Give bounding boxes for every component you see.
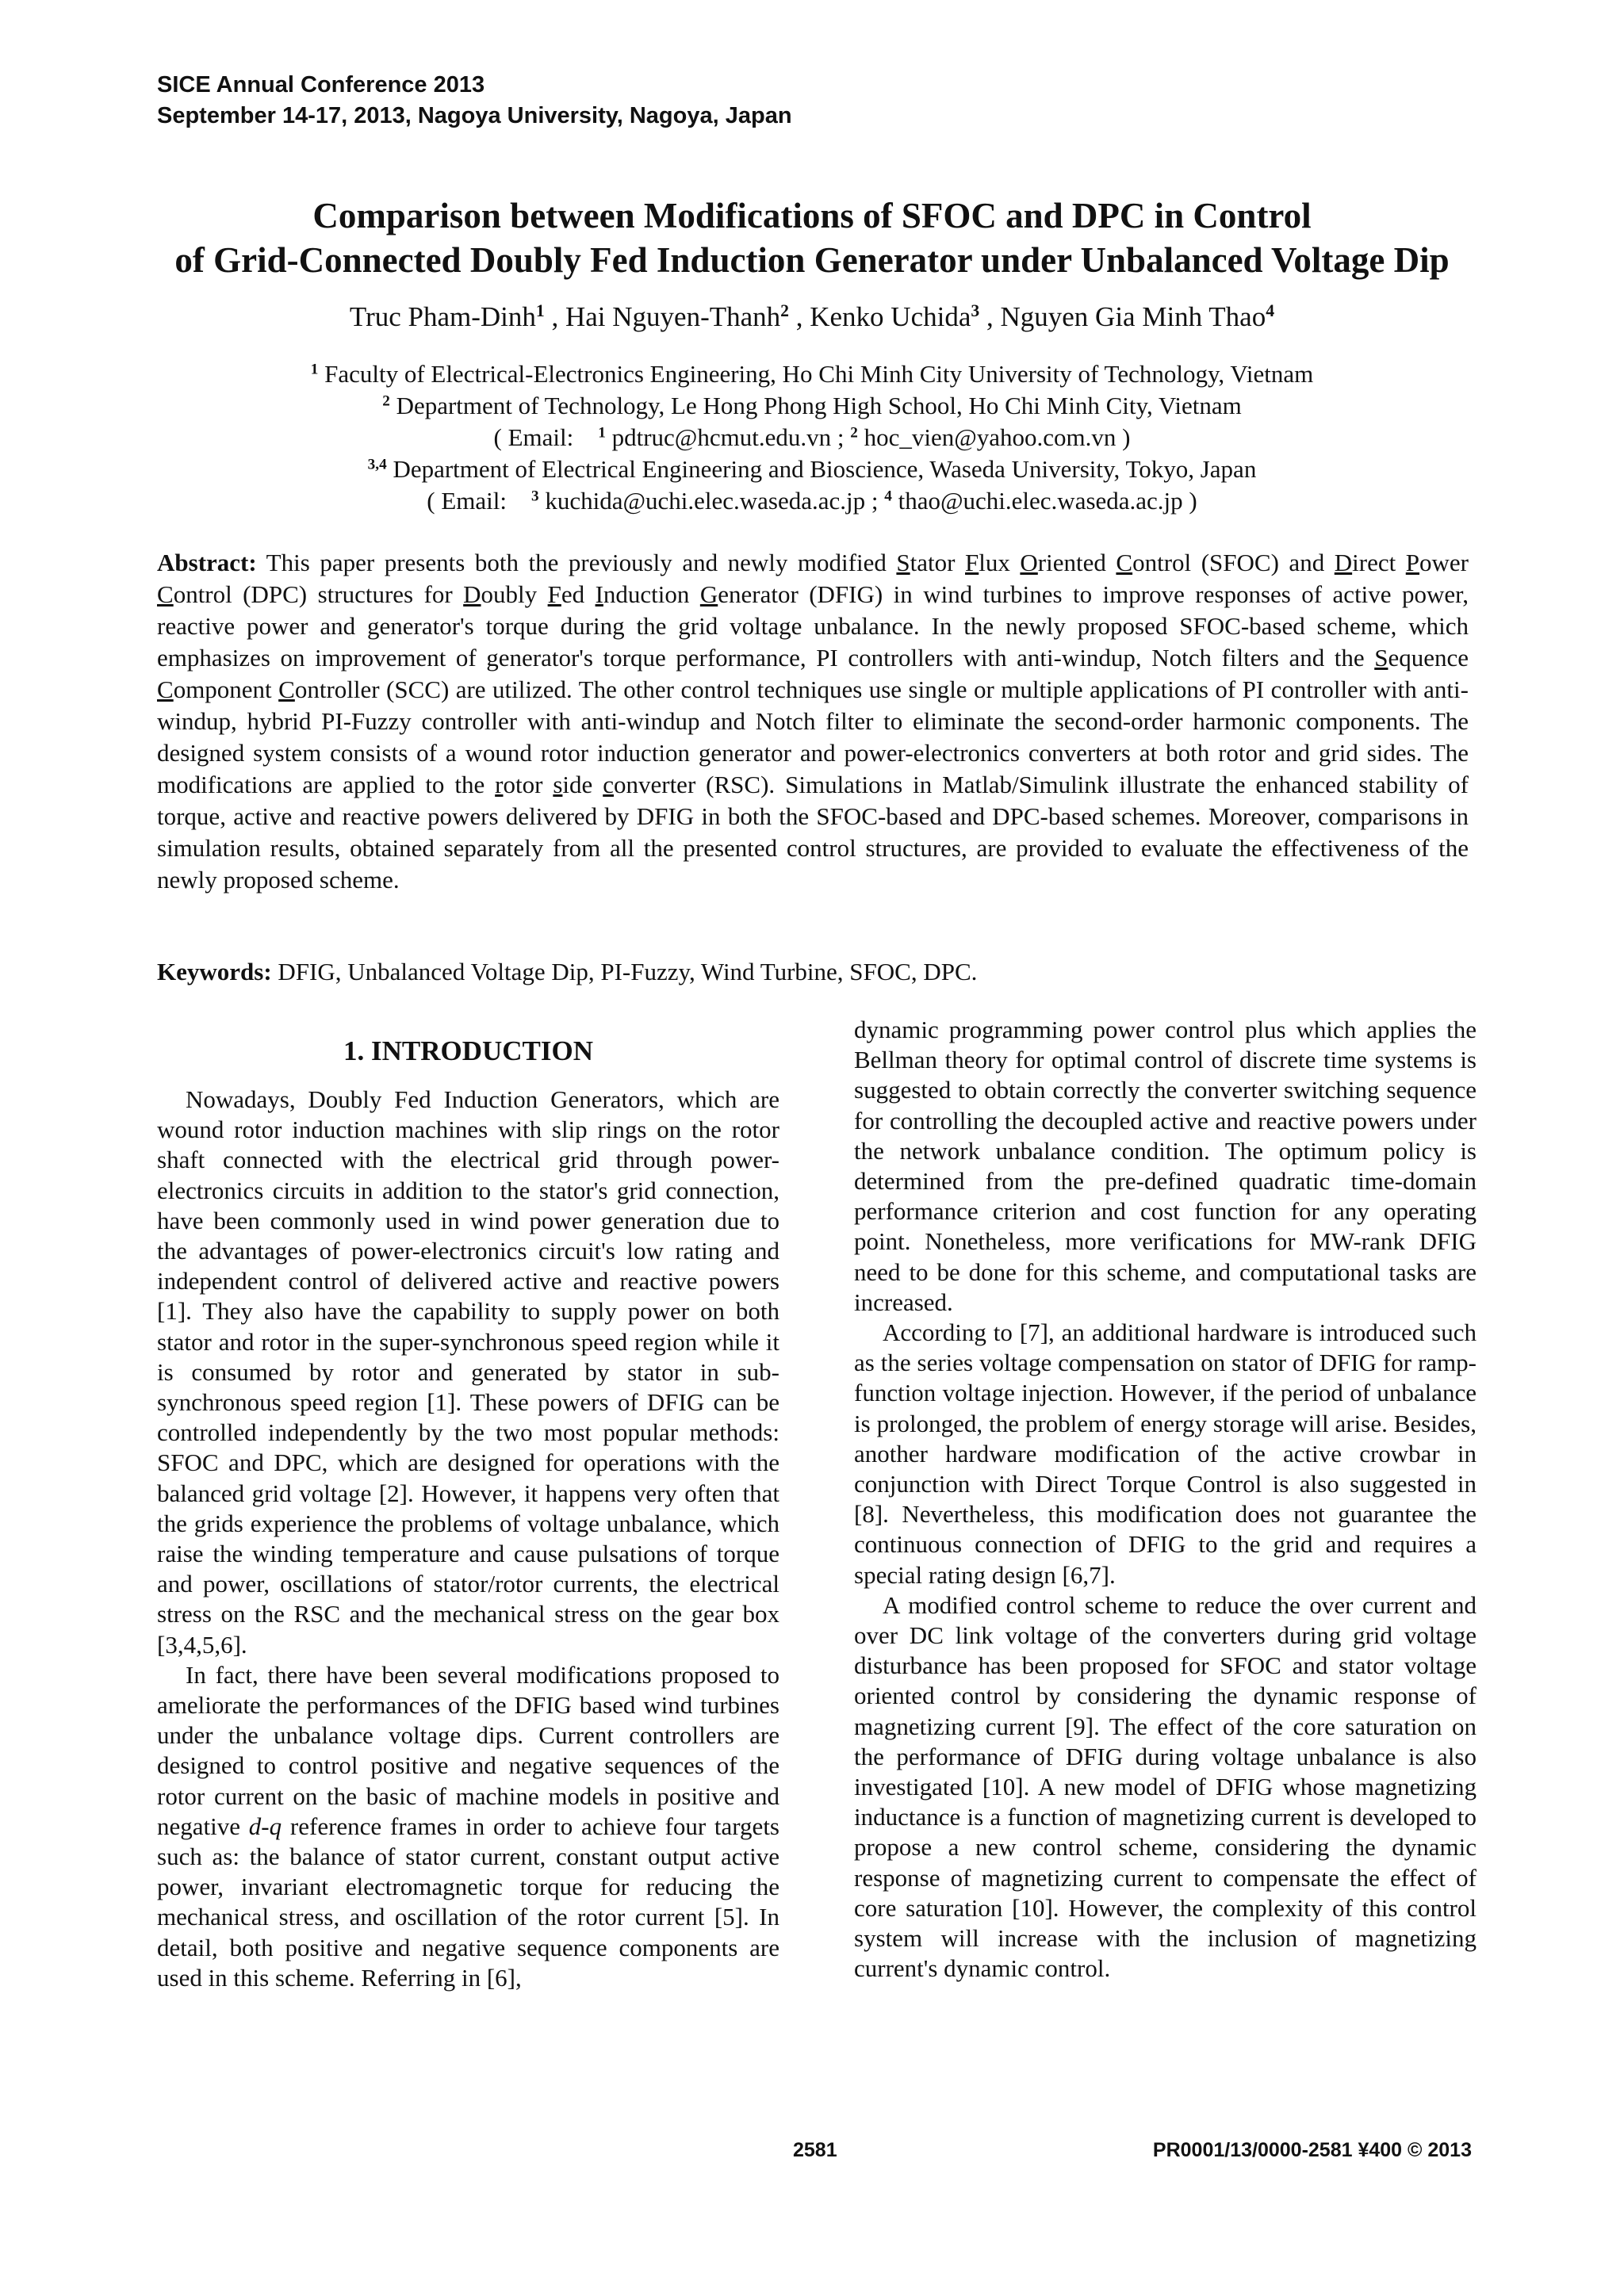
author-sup: 3	[971, 301, 980, 321]
title-line-2: of Grid-Connected Doubly Fed Induction Generator under Unbalanced Voltage Dip	[174, 240, 1450, 280]
author-name: Kenko Uchida	[810, 301, 971, 332]
author-name: Hai Nguyen-Thanh	[565, 301, 781, 332]
affiliation-text: Department of Electrical Engineering and Bioscience, Waseda University, Tokyo, Japan	[393, 455, 1257, 483]
abstract-text: ower	[1419, 549, 1469, 576]
email-address: hoc_vien@yahoo.com.vn )	[864, 423, 1131, 451]
affiliation-3-4	[0, 453, 1624, 485]
author-name: Truc Pham-Dinh	[349, 301, 536, 332]
affiliation-text: Faculty of Electrical-Electronics Engineering, Ho Chi Minh City University of Technology, Vietnam	[324, 360, 1314, 388]
abstract-underlined: C	[157, 580, 174, 608]
abstract-underlined: G	[699, 580, 718, 608]
email-address: pdtruc@hcmut.edu.vn ;	[611, 423, 845, 451]
paragraph-text: In fact, there have been several modifications proposed to ameliorate the performances of the DFIG based wind turbines under the unbalance voltage dips. Current controllers are designed to control positive and negative sequences of the rotor current on the basic of machine models in positive and negative	[157, 1660, 779, 1840]
email-line-1	[0, 422, 1624, 453]
email-prefix: ( Email:	[427, 487, 507, 515]
abstract-text: enerator (DFIG) in wind turbines to improve responses of active power, reactive power and generator's torque during the grid voltage unbalance. In the newly proposed SFOC-based scheme, which emphasizes on improvement of generator's torque performance, PI controllers with anti-windup, Notch filters and the	[157, 580, 1469, 672]
conference-header	[157, 70, 792, 132]
abstract	[157, 547, 1469, 896]
affiliation-text: Department of Technology, Le Hong Phong High School, Ho Chi Minh City, Vietnam	[396, 392, 1242, 419]
abstract-text: otor	[503, 771, 553, 798]
abstract-text: This paper presents both the previously and newly modified	[266, 549, 897, 576]
email-sup: 2	[850, 424, 858, 442]
abstract-underlined: c	[603, 771, 614, 798]
abstract-underlined: r	[495, 771, 504, 798]
abstract-text: oubly	[481, 580, 548, 608]
abstract-underlined: I	[595, 580, 603, 608]
abstract-underlined: D	[1334, 549, 1353, 576]
conference-name: SICE Annual Conference 2013	[157, 72, 485, 98]
abstract-underlined: P	[1405, 549, 1420, 576]
affiliation-sup: 3,4	[367, 456, 387, 473]
abstract-text: riented	[1037, 549, 1116, 576]
abstract-underlined: C	[278, 675, 295, 703]
title-line-1: Comparison between Modifications of SFOC and DPC in Control	[312, 196, 1312, 235]
copyright-notice: PR0001/13/0000-2581 ¥400 © 2013	[1152, 2139, 1472, 2161]
abstract-text: nduction	[603, 580, 700, 608]
author-sup: 1	[535, 301, 545, 321]
affiliation-sup: 2	[382, 392, 390, 410]
abstract-underlined: S	[896, 549, 910, 576]
abstract-text: irect	[1352, 549, 1406, 576]
paper-title	[0, 193, 1624, 282]
abstract-underlined: C	[157, 675, 174, 703]
abstract-text: lux	[979, 549, 1021, 576]
abstract-text: onverter (RSC). Simulations in Matlab/Simulink illustrate the enhanced stability of torque, active and reactive powers delivered by DFIG in both the SFOC-based and DPC-based schemes. Moreover, comparisons in simulation results, obtained separately from all the presented control structures, are provided to evaluate the effectiveness of the newly proposed scheme.	[157, 771, 1469, 894]
abstract-underlined: D	[463, 580, 481, 608]
author-sup: 4	[1266, 301, 1275, 321]
affiliation-1	[0, 358, 1624, 390]
keywords	[157, 956, 1469, 988]
email-address: kuchida@uchi.elec.waseda.ac.jp ;	[545, 487, 879, 515]
paragraph: A modified control scheme to reduce the over current and over DC link voltage of the converters during grid voltage disturbance has been proposed for SFOC and stator voltage oriented control by considering the dynamic response of magnetizing current [9]. The effect of the core saturation on the performance of DFIG during voltage unbalance is also investigated [10]. A new model of DFIG whose magnetizing inductance is a function of magnetizing current is developed to propose a new control scheme, considering the dynamic response of magnetizing current to compensate the effect of core saturation [10]. However, the complexity of this control system will increase with the inclusion of magnetizing current's dynamic control.	[854, 1590, 1477, 1983]
abstract-text: ontrol (DPC) structures for	[173, 580, 464, 608]
abstract-text: ontroller (SCC) are utilized. The other control techniques use single or multiple applications of PI controller with anti-windup, hybrid PI-Fuzzy controller with anti-windup and Notch filter to eliminate the second-order harmonic components. The designed system consists of a wound rotor induction generator and power-electronics converters at both rotor and grid sides. The modifications are applied to the	[157, 675, 1469, 798]
affiliations	[0, 358, 1624, 517]
paragraph	[157, 1660, 779, 1993]
paragraph-text: reference frames in order to achieve four targets such as: the balance of stator current, constant output active power, invariant electromagnetic torque for reducing the mechanical stress, and oscillation of the rotor current [5]. In detail, both positive and negative sequence components are used in this scheme. Referring in [6],	[157, 1812, 779, 1992]
email-address: thao@uchi.elec.waseda.ac.jp )	[898, 487, 1197, 515]
paragraph: According to [7], an additional hardware is introduced such as the series voltage compensation on stator of DFIG for ramp-function voltage injection. However, if the period of unbalance is prolonged, the problem of energy storage will arise. Besides, another hardware modification of the active crowbar in conjunction with Direct Torque Control is also suggested in [8]. Nevertheless, this modification does not guarantee the continuous connection of DFIG to the grid and requires a special rating design [6,7].	[854, 1318, 1477, 1589]
italic-term: d-q	[248, 1812, 282, 1840]
abstract-text: omponent	[173, 675, 279, 703]
abstract-underlined: F	[965, 549, 979, 576]
affiliation-2	[0, 390, 1624, 422]
abstract-text: tator	[910, 549, 965, 576]
email-sup: 1	[598, 424, 606, 442]
email-sup: 4	[884, 488, 892, 505]
right-column	[854, 1015, 1477, 1984]
abstract-underlined: F	[547, 580, 561, 608]
paragraph: Nowadays, Doubly Fed Induction Generators, which are wound rotor induction machines with slip rings on the rotor shaft connected with the electrical grid through power-electronics circuits in addition to the stator's grid connection, have been commonly used in wind power generation due to the advantages of power-electronics circuit's low rating and independent control of delivered active and reactive powers [1]. They also have the capability to supply power on both stator and rotor in the super-synchronous speed region while it is consumed by rotor and generated by stator in sub-synchronous speed region [1]. These powers of DFIG can be controlled independently by the two most popular methods: SFOC and DPC, which are designed for operations with the balanced grid voltage [2]. However, it happens very often that the grids experience the problems of voltage unbalance, which raise the winding temperature and cause pulsations of torque and power, oscillations of stator/rotor currents, the electrical stress on the RSC and the mechanical stress on the gear box [3,4,5,6].	[157, 1085, 779, 1659]
abstract-underlined: O	[1020, 549, 1038, 576]
abstract-text: ed	[561, 580, 596, 608]
abstract-underlined: s	[553, 771, 563, 798]
keywords-label: Keywords:	[157, 958, 272, 985]
abstract-text: ide	[562, 771, 603, 798]
page-number: 2581	[793, 2139, 837, 2161]
abstract-underlined: S	[1374, 644, 1388, 672]
keywords-text: DFIG, Unbalanced Voltage Dip, PI-Fuzzy, Wind Turbine, SFOC, DPC.	[278, 958, 978, 985]
affiliation-sup: 1	[310, 361, 319, 378]
left-column	[157, 1015, 779, 1993]
email-prefix: ( Email:	[493, 423, 574, 451]
abstract-text: ontrol (SFOC) and	[1132, 549, 1335, 576]
abstract-text: equence	[1388, 644, 1469, 672]
author-name: Nguyen Gia Minh Thao	[1000, 301, 1266, 332]
abstract-label: Abstract:	[157, 549, 257, 576]
author-sup: 2	[780, 301, 789, 321]
conference-date-location: September 14-17, 2013, Nagoya University, Nagoya, Japan	[157, 103, 792, 128]
author-list: Truc Pham-Dinh$^1$ , Hai Nguyen-Thanh$^2$ , Kenko Uchida$^3$ , Nguyen Gia Minh Thao$^4$	[349, 301, 1275, 332]
email-line-2	[0, 485, 1624, 517]
abstract-underlined: C	[1116, 549, 1133, 576]
email-sup: 3	[530, 488, 539, 505]
section-heading-introduction: 1. INTRODUCTION	[343, 1035, 594, 1066]
paragraph: dynamic programming power control plus which applies the Bellman theory for optimal control of discrete time systems is suggested to obtain correctly the converter switching sequence for controlling the decoupled active and reactive powers under the network unbalance condition. The optimum policy is determined from the pre-defined quadratic time-domain performance criterion and cost function for any operating point. Nonetheless, more verifications for MW-rank DFIG need to be done for this scheme, and computational tasks are increased.	[854, 1016, 1477, 1316]
